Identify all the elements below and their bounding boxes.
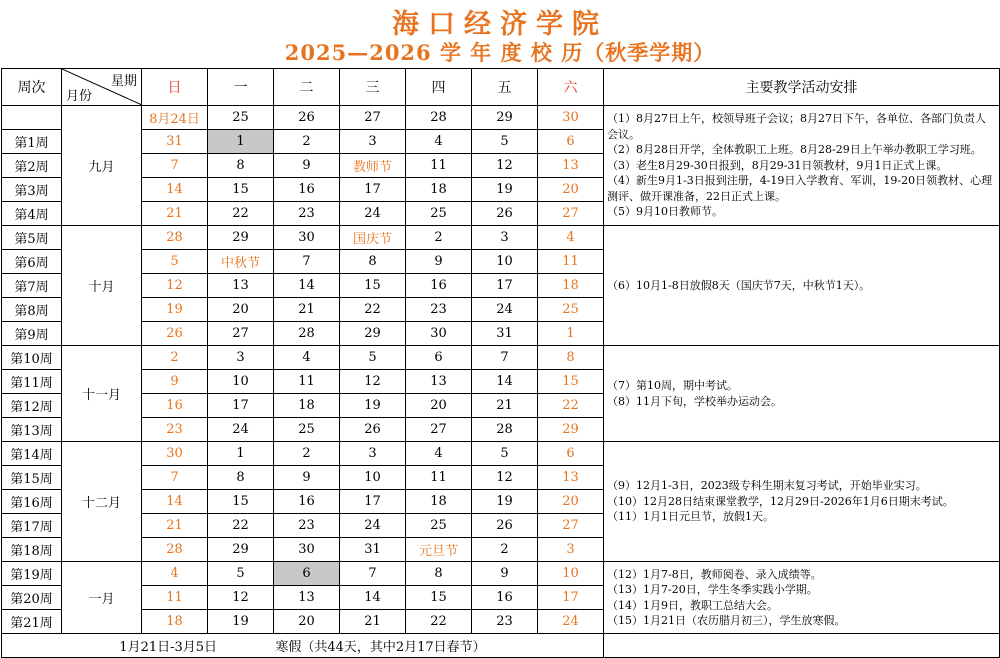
month-cell: 十月 — [62, 226, 142, 346]
date-cell: 3 — [538, 538, 604, 562]
date-cell: 17 — [340, 178, 406, 202]
date-cell: 8 — [538, 346, 604, 370]
date-cell: 30 — [274, 226, 340, 250]
date-cell: 8 — [208, 466, 274, 490]
date-cell: 22 — [208, 514, 274, 538]
date-cell: 26 — [142, 322, 208, 346]
activity-notes-jan — [604, 562, 1000, 634]
date-cell: 26 — [472, 202, 538, 226]
date-cell: 22 — [208, 202, 274, 226]
month-label: 月份 — [66, 89, 93, 104]
weekday-label: 星期 — [110, 74, 137, 89]
date-cell: 7 — [472, 346, 538, 370]
date-cell: 31 — [472, 322, 538, 346]
date-cell: 6 — [274, 562, 340, 586]
date-cell: 18 — [142, 610, 208, 634]
date-cell: 国庆节 — [340, 226, 406, 250]
date-cell: 23 — [472, 610, 538, 634]
activity-note: （13）1月7-20日，学生冬季实践小学期。 — [607, 583, 818, 596]
date-cell: 24 — [472, 298, 538, 322]
date-cell: 31 — [142, 130, 208, 154]
date-cell: 4 — [274, 346, 340, 370]
date-cell: 15 — [208, 178, 274, 202]
date-cell: 21 — [274, 298, 340, 322]
week-number: 第20周 — [2, 586, 62, 610]
date-cell: 16 — [472, 586, 538, 610]
day-header-fri: 五 — [472, 69, 538, 106]
date-cell: 2 — [406, 226, 472, 250]
date-cell: 22 — [340, 298, 406, 322]
week-number: 第16周 — [2, 490, 62, 514]
date-cell: 14 — [142, 178, 208, 202]
date-cell: 15 — [538, 370, 604, 394]
week-row — [2, 226, 1000, 250]
date-cell: 16 — [274, 490, 340, 514]
day-header-thu: 四 — [406, 69, 472, 106]
date-cell: 21 — [340, 610, 406, 634]
date-cell: 26 — [274, 106, 340, 130]
date-cell: 8 — [208, 154, 274, 178]
date-cell: 8月24日 — [142, 106, 208, 130]
week-col-header: 周次 — [2, 69, 62, 106]
date-cell: 29 — [208, 538, 274, 562]
date-cell: 7 — [142, 466, 208, 490]
date-cell: 28 — [274, 322, 340, 346]
week-number: 第8周 — [2, 298, 62, 322]
date-cell: 8 — [406, 562, 472, 586]
date-cell: 15 — [208, 490, 274, 514]
activity-notes-oct — [604, 226, 1000, 346]
week-number: 第17周 — [2, 514, 62, 538]
date-cell: 1 — [208, 130, 274, 154]
footer-notes-empty — [604, 634, 1000, 658]
date-cell: 28 — [142, 538, 208, 562]
header-row — [2, 69, 1000, 106]
date-cell: 10 — [538, 562, 604, 586]
date-cell: 15 — [340, 274, 406, 298]
date-cell: 19 — [472, 490, 538, 514]
week-number: 第21周 — [2, 610, 62, 634]
date-cell: 5 — [208, 562, 274, 586]
month-cell: 一月 — [62, 562, 142, 634]
week-row — [2, 562, 1000, 586]
date-cell: 11 — [406, 154, 472, 178]
date-cell: 17 — [538, 586, 604, 610]
date-cell: 20 — [208, 298, 274, 322]
date-cell: 9 — [406, 250, 472, 274]
date-cell: 23 — [274, 202, 340, 226]
date-cell: 27 — [340, 106, 406, 130]
week-number: 第7周 — [2, 274, 62, 298]
date-cell: 11 — [142, 586, 208, 610]
date-cell: 27 — [406, 418, 472, 442]
date-cell: 22 — [406, 610, 472, 634]
date-cell: 29 — [208, 226, 274, 250]
activity-note: （7）第10周，期中考试。 — [607, 379, 738, 392]
activity-note: （12）1月7-8日，教师阅卷、录入成绩等。 — [607, 567, 822, 581]
date-cell: 中秋节 — [208, 250, 274, 274]
date-cell: 元旦节 — [406, 538, 472, 562]
month-cell: 十一月 — [62, 346, 142, 442]
activity-note: （11）1月1日元旦节，放假1天。 — [607, 510, 774, 524]
date-cell: 18 — [406, 490, 472, 514]
day-header-tue: 二 — [274, 69, 340, 106]
date-cell: 28 — [142, 226, 208, 250]
date-cell: 26 — [472, 514, 538, 538]
date-cell: 24 — [340, 202, 406, 226]
date-cell: 16 — [142, 394, 208, 418]
activity-note: （10）12月28日结束课堂教学，12月29日-2026年1月6日期末考试。 — [607, 494, 954, 508]
date-cell: 31 — [340, 538, 406, 562]
date-cell: 12 — [472, 466, 538, 490]
date-cell: 7 — [142, 154, 208, 178]
date-cell: 28 — [472, 418, 538, 442]
date-cell: 5 — [142, 250, 208, 274]
date-cell: 17 — [472, 274, 538, 298]
activity-note: （5）9月10日教师节。 — [607, 205, 723, 219]
week-row — [2, 442, 1000, 466]
date-cell: 14 — [340, 586, 406, 610]
date-cell: 29 — [340, 322, 406, 346]
activity-note: （2）8月28日开学，全体教职工上班。8月28-29日上午举办教职工学习班。 — [607, 143, 982, 157]
date-cell: 13 — [538, 154, 604, 178]
date-cell: 2 — [142, 346, 208, 370]
date-cell: 25 — [274, 418, 340, 442]
date-cell: 19 — [340, 394, 406, 418]
date-cell: 6 — [406, 346, 472, 370]
date-cell: 8 — [340, 250, 406, 274]
week-number: 第2周 — [2, 154, 62, 178]
activity-notes-dec — [604, 442, 1000, 562]
date-cell: 30 — [538, 106, 604, 130]
week-number: 第6周 — [2, 250, 62, 274]
school-calendar-table — [1, 68, 1000, 658]
winter-break-dates: 1月21日-3月5日 — [119, 640, 218, 655]
date-cell: 25 — [406, 202, 472, 226]
date-cell: 13 — [538, 466, 604, 490]
date-cell: 13 — [274, 586, 340, 610]
date-cell: 19 — [472, 178, 538, 202]
date-cell: 22 — [538, 394, 604, 418]
date-cell: 3 — [472, 226, 538, 250]
date-cell: 5 — [472, 130, 538, 154]
date-cell: 30 — [142, 442, 208, 466]
date-cell: 9 — [274, 466, 340, 490]
date-cell: 9 — [472, 562, 538, 586]
date-cell: 12 — [340, 370, 406, 394]
date-cell: 17 — [340, 490, 406, 514]
activity-note: （14）1月9日，教职工总结大会。 — [607, 598, 778, 612]
week-number: 第12周 — [2, 394, 62, 418]
date-cell: 21 — [142, 514, 208, 538]
week-row — [2, 346, 1000, 370]
date-cell: 3 — [208, 346, 274, 370]
activity-notes-sep — [604, 106, 1000, 226]
date-cell: 19 — [142, 298, 208, 322]
week-number: 第1周 — [2, 130, 62, 154]
activity-note: （15）1月21日（农历腊月初三），学生放寒假。 — [607, 614, 846, 627]
date-cell: 5 — [472, 442, 538, 466]
date-cell: 12 — [472, 154, 538, 178]
weekday-month-header — [62, 69, 142, 106]
date-cell: 24 — [340, 514, 406, 538]
date-cell: 18 — [406, 178, 472, 202]
date-cell: 18 — [274, 394, 340, 418]
date-cell: 25 — [208, 106, 274, 130]
date-cell: 16 — [274, 178, 340, 202]
date-cell: 1 — [538, 322, 604, 346]
date-cell: 27 — [208, 322, 274, 346]
week-number: 第18周 — [2, 538, 62, 562]
date-cell: 29 — [538, 418, 604, 442]
date-cell: 3 — [340, 130, 406, 154]
date-cell: 6 — [538, 130, 604, 154]
date-cell: 10 — [208, 370, 274, 394]
date-cell: 20 — [274, 610, 340, 634]
notes-header: 主要教学活动安排 — [604, 69, 1000, 106]
month-cell: 九月 — [62, 106, 142, 226]
date-cell: 11 — [274, 370, 340, 394]
date-cell: 4 — [406, 442, 472, 466]
date-cell: 26 — [340, 418, 406, 442]
calendar-subtitle: 2025—2026 学 年 度 校 历（秋季学期） — [284, 40, 716, 65]
date-cell: 28 — [406, 106, 472, 130]
date-cell: 23 — [406, 298, 472, 322]
activity-note: （1）8月27日上午，校领导班子会议；8月27日下午，各单位、各部门负责人会议。 — [607, 112, 986, 141]
day-header-wed: 三 — [340, 69, 406, 106]
date-cell: 24 — [538, 610, 604, 634]
date-cell: 7 — [274, 250, 340, 274]
week-number: 第3周 — [2, 178, 62, 202]
date-cell: 2 — [274, 130, 340, 154]
date-cell: 9 — [274, 154, 340, 178]
date-cell: 24 — [208, 418, 274, 442]
date-cell: 27 — [538, 202, 604, 226]
date-cell: 20 — [538, 178, 604, 202]
date-cell: 14 — [472, 370, 538, 394]
week-number: 第19周 — [2, 562, 62, 586]
date-cell: 17 — [208, 394, 274, 418]
date-cell: 10 — [472, 250, 538, 274]
day-header-mon: 一 — [208, 69, 274, 106]
week-number: 第14周 — [2, 442, 62, 466]
date-cell: 13 — [208, 274, 274, 298]
date-cell: 4 — [538, 226, 604, 250]
week-number: 第10周 — [2, 346, 62, 370]
winter-break-cell — [2, 634, 604, 658]
activity-note: （9）12月1-3日，2023级专科生期末复习考试，开始毕业实习。 — [607, 479, 927, 493]
date-cell: 7 — [340, 562, 406, 586]
date-cell: 4 — [142, 562, 208, 586]
date-cell: 30 — [406, 322, 472, 346]
week-number — [2, 106, 62, 130]
date-cell: 29 — [472, 106, 538, 130]
date-cell: 13 — [406, 370, 472, 394]
week-number: 第5周 — [2, 226, 62, 250]
date-cell: 21 — [142, 202, 208, 226]
week-number: 第15周 — [2, 466, 62, 490]
activity-note: （8）11月下旬，学校举办运动会。 — [607, 394, 782, 408]
winter-break-text: 寒假（共44天，其中2月17日春节） — [275, 640, 486, 655]
date-cell: 9 — [142, 370, 208, 394]
date-cell: 11 — [538, 250, 604, 274]
date-cell: 4 — [406, 130, 472, 154]
date-cell: 21 — [472, 394, 538, 418]
date-cell: 19 — [208, 610, 274, 634]
day-header-sun: 日 — [142, 69, 208, 106]
date-cell: 23 — [142, 418, 208, 442]
date-cell: 14 — [274, 274, 340, 298]
activity-note: （4）新生9月1-3日报到注册，4-19日入学教育、军训，19-20日领教材、心理测评、做开课准备，22日正式上课。 — [607, 174, 993, 203]
date-cell: 20 — [406, 394, 472, 418]
week-row — [2, 106, 1000, 130]
date-cell: 20 — [538, 490, 604, 514]
date-cell: 2 — [274, 442, 340, 466]
date-cell: 11 — [406, 466, 472, 490]
date-cell: 25 — [406, 514, 472, 538]
activity-note: （3）老生8月29-30日报到，8月29-31日领教材，9月1日正式上课。 — [607, 158, 948, 172]
date-cell: 教师节 — [340, 154, 406, 178]
date-cell: 10 — [340, 466, 406, 490]
date-cell: 12 — [208, 586, 274, 610]
activity-notes-nov — [604, 346, 1000, 442]
date-cell: 25 — [538, 298, 604, 322]
date-cell: 16 — [406, 274, 472, 298]
week-number: 第13周 — [2, 418, 62, 442]
week-number: 第9周 — [2, 322, 62, 346]
school-title: 海口经济学院 — [392, 9, 608, 40]
date-cell: 3 — [340, 442, 406, 466]
week-number: 第11周 — [2, 370, 62, 394]
date-cell: 14 — [142, 490, 208, 514]
date-cell: 18 — [538, 274, 604, 298]
activity-note: （6）10月1-8日放假8天（国庆节7天，中秋节1天）。 — [607, 278, 871, 292]
winter-break-row — [2, 634, 1000, 658]
date-cell: 30 — [274, 538, 340, 562]
date-cell: 12 — [142, 274, 208, 298]
date-cell: 5 — [340, 346, 406, 370]
date-cell: 23 — [274, 514, 340, 538]
date-cell: 1 — [208, 442, 274, 466]
date-cell: 27 — [538, 514, 604, 538]
week-number: 第4周 — [2, 202, 62, 226]
month-cell: 十二月 — [62, 442, 142, 562]
date-cell: 2 — [472, 538, 538, 562]
date-cell: 6 — [538, 442, 604, 466]
date-cell: 15 — [406, 586, 472, 610]
day-header-sat: 六 — [538, 69, 604, 106]
